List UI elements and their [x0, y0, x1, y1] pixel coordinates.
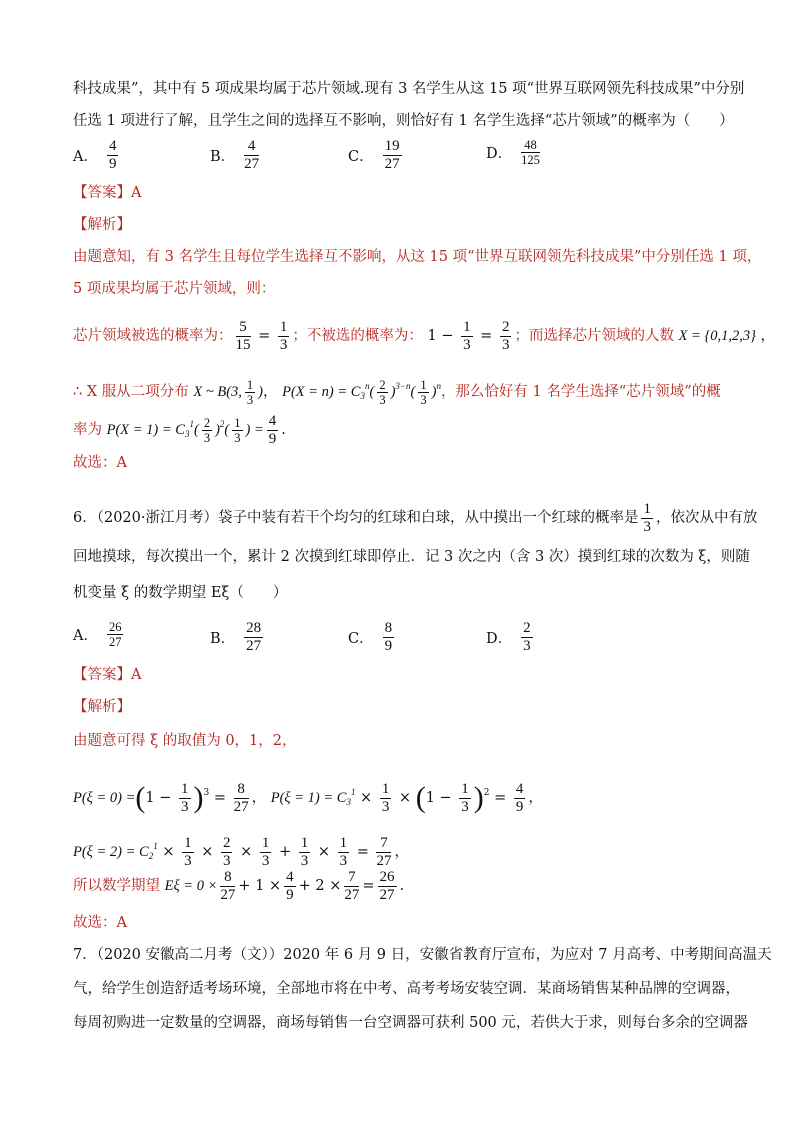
q6-solution-line3: $P(\xi = 2) = C_2^1$ × $\frac{1}{3}$ × $\frac{2}{3}$ × $\frac{1}{3}$ + $\frac{1}{3}$ × $\frac{1}{3}$ = $\frac{7}{27}$ ， [73, 834, 409, 869]
q6-solution-line1: 由题意可得 ξ 的取值为 0，1，2， [73, 733, 297, 749]
q5-solution-line2: 5 项成果均属于芯片领域，则： [73, 281, 276, 297]
q6-option-d: D． $\frac{2}{3}$ [486, 620, 531, 654]
q5-solution-line4: ∴ X 服从二项分布 X ~ B(3, $\frac{1}{3}$ )， $P(X = n) = C_3^n$( $\frac{2}{3}$ )$^{3-n}$( $\frac{1}{3}$ )$^n$，那么恰好有 1 名学生选择“芯片领域”的概 [73, 377, 721, 407]
q6-choose: 故选：A [73, 915, 127, 931]
q5-option-d: D． $\frac{48}{125}$ [486, 138, 540, 167]
q6-analysis-title: 【解析】 [73, 699, 131, 715]
q6-solution-line2: P(ξ = 0) =(1 − $\frac{1}{3}$ )$^3$ = $\frac{8}{27}$ ， $P(\xi = 1) = C_3^1$ × $\frac{1}{3}$ × (1 − $\frac{1}{3}$ )$^2$ = $\frac{4}{9}$ ， [73, 780, 543, 815]
q6-answer: 【答案】A [73, 667, 142, 683]
q6-option-c: C． $\frac{8}{9}$ [348, 620, 393, 654]
q6-stem-line2: 回地摸球，每次摸出一个，累计 2 次摸到红球即停止．记 3 次之内（含 3 次）摸到红球的次数为 ξ，则随 [73, 549, 750, 565]
q5-solution-line5: 率为 $P(X = 1) = C_3^1$( $\frac{2}{3}$ )$^2$( $\frac{1}{3}$ ) = $\frac{4}{9}$ . [73, 412, 286, 447]
q6-solution-line4: 所以数学期望 Eξ = 0 × $\frac{8}{27}$ + 1 × $\frac{4}{9}$ + 2 × $\frac{7}{27}$ = $\frac{26}{27}$ . [73, 868, 405, 903]
q6-stem-line1: 6．（2020·浙江月考）袋子中装有若干个均匀的红球和白球，从中摸出一个红球的概率是 $\frac{1}{3}$ ，依次从中有放 [73, 500, 758, 535]
q5-answer: 【答案】A [73, 185, 142, 201]
q5-option-a: A． $\frac{4}{9}$ [73, 138, 117, 172]
q5-choose: 故选：A [73, 455, 127, 471]
q6-option-a: A． $\frac{26}{27}$ [73, 620, 122, 649]
q6-stem-line3: 机变量 ξ 的数学期望 Eξ（ ） [73, 585, 288, 601]
q7-stem-line1: 7．（2020 安徽高二月考（文））2020 年 6 月 9 日，安徽省教育厅宣布，为应对 7 月高考、中考期间高温天 [73, 947, 772, 963]
q5-option-c: C． $\frac{19}{27}$ [348, 138, 400, 172]
q6-option-b: B． $\frac{28}{27}$ [210, 620, 262, 654]
q7-stem-line2: 气，给学生创造舒适考场环境，全部地市将在中考、高考考场安装空调．某商场销售某种品牌的空调器， [73, 981, 740, 997]
q5-analysis-title: 【解析】 [73, 217, 131, 233]
q5-stem-line2: 任选 1 项进行了解，且学生之间的选择互不影响，则恰好有 1 名学生选择“芯片领域”的概率为（ ） [73, 113, 734, 129]
q5-solution-line3: 芯片领域被选的概率为： $\frac{5}{15}$ = $\frac{1}{3}$ ；不被选的概率为： 1 − $\frac{1}{3}$ = $\frac{2}{3}$ ；而选择芯片领域的人数 X = {0,1,2,3} ， [73, 318, 776, 353]
q5-stem-line1: 科技成果”，其中有 5 项成果均属于芯片领域.现有 3 名学生从这 15 项“世界互联网领先科技成果”中分别 [73, 81, 745, 97]
q5-solution-line1: 由题意知，有 3 名学生且每位学生选择互不影响，从这 15 项“世界互联网领先科技成果”中分别任选 1 项， [73, 249, 762, 265]
q7-stem-line3: 每周初购进一定数量的空调器，商场每销售一台空调器可获利 500 元，若供大于求，则每台多余的空调器 [73, 1015, 748, 1031]
q5-option-b: B． $\frac{4}{27}$ [210, 138, 260, 172]
